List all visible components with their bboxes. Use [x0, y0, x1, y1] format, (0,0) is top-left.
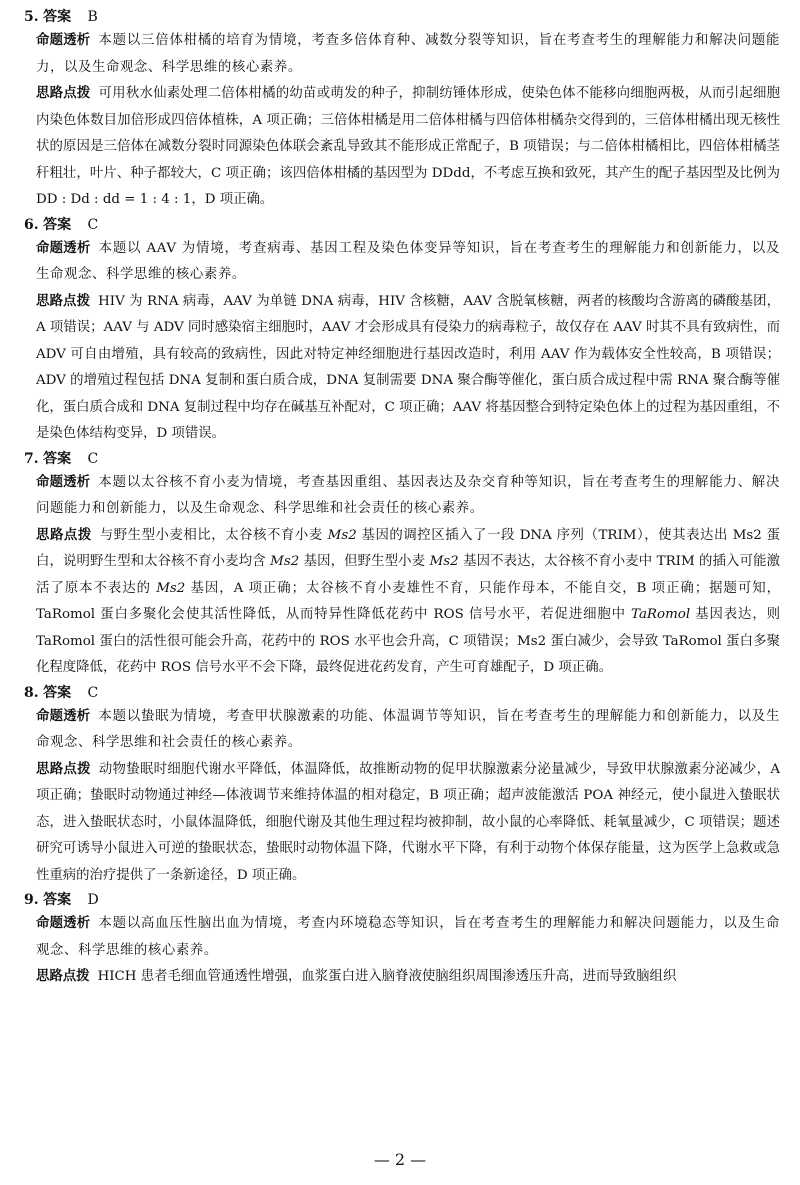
question-number: 6. [24, 216, 39, 233]
intro-text: 本题以蛰眠为情境，考查甲状腺激素的功能、体温调节等知识，旨在考查考生的理解能力和创新能力，以及生命观念、科学思维和社会责任的核心素养。 [36, 708, 781, 750]
answer-value: B [87, 9, 98, 25]
gene-name-italic: Ms2 [327, 527, 357, 543]
analysis-tag: 思路点拨 [36, 969, 90, 984]
answer-item-6 [24, 214, 780, 448]
answer-label: 答案 [43, 216, 72, 233]
answer-value: C [87, 684, 99, 701]
analysis-paragraph [36, 523, 780, 682]
intro-text: 本题以太谷核不育小麦为情境，考查基因重组、基因表达及杂交育种等知识，旨在考查考生的理解能力、解决问题能力和创新能力，以及生命观念、科学思维和社会责任的核心素养。 [36, 474, 781, 516]
analysis-tag: 思路点拨 [36, 527, 92, 543]
answer-item-9 [24, 889, 780, 991]
analysis-text-part: 基因的调控区插入了一段 DNA 序列（TRIM），使其表达出 Ms2 蛋白，说明野生型和太谷核不育小麦均含 [36, 527, 780, 569]
answer-item-7 [24, 448, 780, 682]
analysis-text: 动物蛰眠时细胞代谢水平降低，体温降低，故推断动物的促甲状腺激素分泌量减少，导致甲状腺激素分泌减少，A 项正确；蛰眠时动物通过神经—体液调节来维持体温的相对稳定，B 项正确；超声波能激活 POA 神经元，使小鼠进入蛰眠状态，进入蛰眠状态时，小鼠体温降低，细胞代谢及其他生理过程均被抑制，故小鼠的心率降低、耗氧量减少，C 项错误；题述研究可诱导小鼠进入可逆的蛰眠状态，蛰眠时动物体温下降，代谢水平下降，有利于动物个体保存能量，这为医学上急救或急性重病的治疗提供了一条新途径，D 项正确。 [36, 761, 781, 883]
answer-heading [24, 889, 780, 911]
intro-paragraph [36, 911, 780, 964]
question-number: 8. [24, 684, 39, 701]
gene-name-italic: Ms2 [156, 580, 186, 596]
question-number: 7. [24, 450, 39, 467]
page-number: — 2 — [373, 1150, 427, 1169]
analysis-text-part: 基因表达，则 TaRomol 蛋白的活性很可能会升高，花药中的 ROS 水平也会升高，C 项错误；Ms2 蛋白减少，会导致 TaRomol 蛋白多聚化程度降低，花药中 ROS 信号水平不会下降，最终促进花药发育，产生可育雄配子，D 项正确。 [36, 607, 780, 675]
gene-name-italic: Ms2 [270, 554, 300, 569]
answer-item-5 [24, 6, 780, 214]
intro-tag: 命题透析 [36, 916, 91, 931]
analysis-paragraph [36, 81, 780, 214]
analysis-paragraph [36, 289, 780, 448]
analysis-text-part: 基因，A 项正确；太谷核不育小麦雄性不育，只能作母本，不能自交，B 项正确；据题可知，TaRomol 蛋白多聚化会使其活性降低，从而特异性降低花药中 ROS 信号水平，若促进细胞中 [36, 580, 780, 622]
answer-label: 答案 [43, 9, 72, 25]
analysis-text-part: 基因，但野生型小麦 [299, 554, 430, 569]
answer-label: 答案 [43, 892, 72, 908]
answer-heading [24, 682, 780, 704]
answer-value: C [87, 450, 99, 467]
question-number: 9. [24, 892, 39, 908]
analysis-tag: 思路点拨 [36, 761, 91, 777]
answer-heading [24, 6, 780, 28]
gene-name-italic: TaRomol [631, 607, 691, 622]
answer-heading [24, 214, 780, 236]
analysis-text: HICH 患者毛细血管通透性增强，血浆蛋白进入脑脊液使脑组织周围渗透压升高，进而导致脑组织 [97, 969, 677, 984]
analysis-text-part: 与野生型小麦相比，太谷核不育小麦 [99, 527, 328, 543]
answer-value: C [87, 216, 99, 233]
question-number: 5. [24, 9, 39, 25]
analysis-paragraph [36, 757, 780, 890]
answer-label: 答案 [43, 684, 72, 701]
intro-tag: 命题透析 [36, 33, 91, 48]
analysis-tag: 思路点拨 [36, 293, 91, 309]
intro-paragraph [36, 704, 780, 757]
gene-name-italic: Ms2 [429, 554, 459, 569]
intro-paragraph [36, 236, 780, 289]
answer-value: D [87, 892, 99, 908]
intro-tag: 命题透析 [36, 474, 91, 490]
intro-paragraph [36, 470, 780, 523]
intro-tag: 命题透析 [36, 708, 91, 724]
intro-paragraph [36, 28, 780, 81]
answer-item-8 [24, 682, 780, 890]
analysis-text: HIV 为 RNA 病毒，AAV 为单链 DNA 病毒，HIV 含核糖，AAV 含脱氧核糖，两者的核酸均含游离的磷酸基团，A 项错误；AAV 与 ADV 同时感染宿主细胞时，AAV 才会形成具有侵染力的病毒粒子，故仅存在 AAV 时其不具有致病性，而 ADV 可自由增殖，具有较高的致病性，因此对特定神经细胞进行基因改造时，利用 AAV 作为载体安全性较高，B 项错误；ADV 的增殖过程包括 DNA 复制和蛋白质合成，DNA 复制需要 DNA 聚合酶等催化，蛋白质合成过程中需 RNA 聚合酶等催化，蛋白质合成和 DNA 复制过程中均存在碱基互补配对，C 项正确；AAV 将基因整合到特定染色体上的过程为基因重组，不是染色体结构变异，D 项错误。 [36, 293, 781, 441]
intro-text: 本题以 AAV 为情境，考查病毒、基因工程及染色体变异等知识，旨在考查考生的理解能力和创新能力，以及生命观念、科学思维的核心素养。 [36, 240, 781, 282]
analysis-tag: 思路点拨 [36, 86, 91, 101]
analysis-paragraph [36, 964, 780, 991]
analysis-text-part: 基因不表达，太谷核不育小麦中 TRIM 的插入可能激活了原本不表达的 [36, 554, 780, 596]
answer-label: 答案 [43, 450, 72, 467]
intro-tag: 命题透析 [36, 240, 91, 256]
answer-heading [24, 448, 780, 470]
intro-text: 本题以高血压性脑出血为情境，考查内环境稳态等知识，旨在考查考生的理解能力和解决问题能力，以及生命观念、科学思维的核心素养。 [36, 916, 781, 958]
analysis-text: 可用秋水仙素处理二倍体柑橘的幼苗或萌发的种子，抑制纺锤体形成，使染色体不能移向细胞两极，从而引起细胞内染色体数目加倍形成四倍体植株，A 项正确；三倍体柑橘是用二倍体柑橘与四倍体柑橘杂交得到的，三倍体柑橘出现无核性状的原因是三倍体在减数分裂时同源染色体联会紊乱导致其不能形成正常配子，B 项错误；与二倍体柑橘相比，四倍体柑橘茎秆粗壮，叶片、种子都较大，C 项正确；该四倍体柑橘的基因型为 DDdd，不考虑互换和致死，其产生的配子基因型及比例为 DD : Dd : dd = 1 : 4 : 1，D 项正确。 [36, 86, 781, 207]
intro-text: 本题以三倍体柑橘的培育为情境，考查多倍体育种、减数分裂等知识，旨在考查考生的理解能力和解决问题能力，以及生命观念、科学思维的核心素养。 [36, 33, 781, 75]
